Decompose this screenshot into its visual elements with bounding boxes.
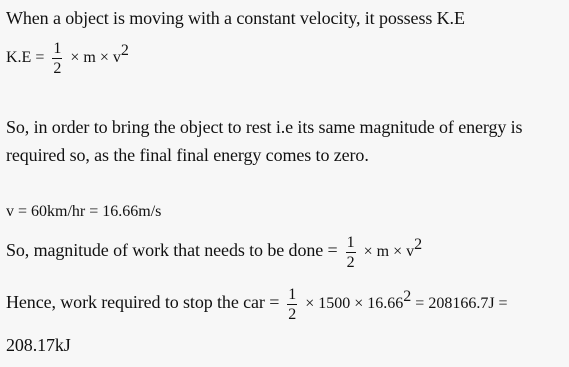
work-fraction <box>346 234 356 271</box>
result-final-line <box>6 335 71 356</box>
paragraph-rest-line-2 <box>6 145 369 166</box>
ke-fraction <box>52 40 62 77</box>
result-lhs: Hence, work required to stop the car = <box>6 292 280 313</box>
rest-text-line-1: So, in order to bring the object to rest i.e its same magnitude of energy is <box>6 117 523 137</box>
paragraph-rest-line-1 <box>6 117 522 138</box>
result-fraction <box>287 286 297 323</box>
ke-fraction-denominator: 2 <box>53 60 62 77</box>
work-formula <box>6 234 422 271</box>
velocity-text: v = 60km/hr = 16.66m/s <box>6 203 162 220</box>
ke-formula <box>6 40 129 77</box>
work-rhs: × m × v <box>363 243 415 261</box>
ke-exponent: 2 <box>120 42 129 60</box>
ke-rhs: × m × v <box>70 49 121 67</box>
velocity-line <box>6 203 161 221</box>
ke-fraction-numerator: 1 <box>53 40 62 57</box>
result-exponent: 2 <box>403 288 412 306</box>
work-exponent: 2 <box>414 236 423 254</box>
result-fraction-numerator: 1 <box>288 286 297 303</box>
result-formula <box>6 286 508 323</box>
ke-lhs: K.E = <box>6 49 45 67</box>
result-final-text: 208.17kJ <box>6 335 71 355</box>
rest-text-line-2: required so, as the final final energy comes to zero. <box>6 145 369 165</box>
work-lhs: So, magnitude of work that needs to be done = <box>6 240 338 261</box>
intro-text: When a object is moving with a constant velocity, it possess K.E <box>6 8 465 28</box>
result-rhs-part2: = 208166.7J = <box>415 295 508 313</box>
paragraph-intro <box>6 8 465 29</box>
work-fraction-denominator: 2 <box>346 254 355 271</box>
result-fraction-denominator: 2 <box>288 306 297 323</box>
work-fraction-numerator: 1 <box>346 234 355 251</box>
result-rhs-part1: × 1500 × 16.66 <box>305 295 404 313</box>
